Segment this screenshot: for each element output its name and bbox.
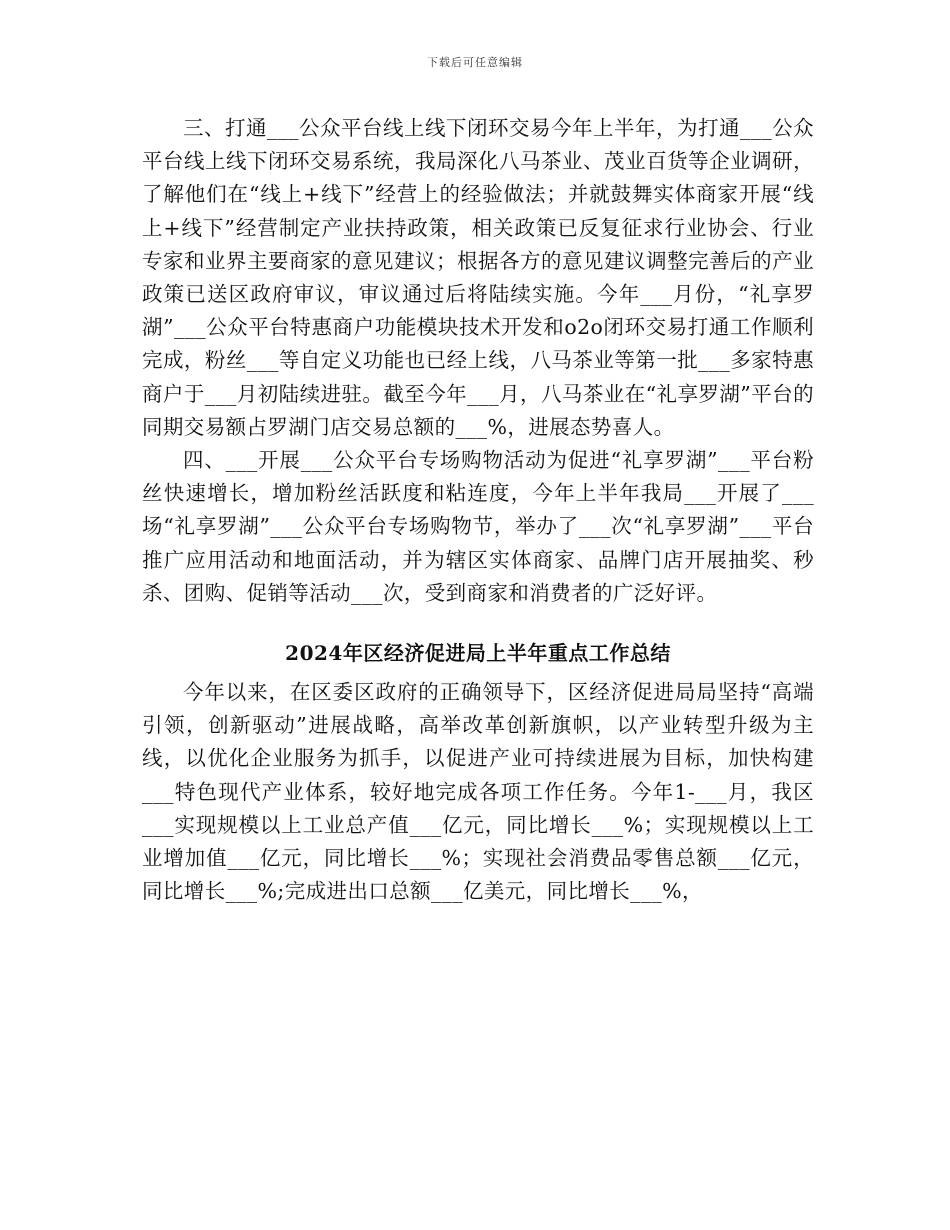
paragraph-section-three: 三、打通___公众平台线上线下闭环交易今年上半年，为打通___公众平台线上线下闭环交易系统，我局深化八马茶业、茂业百货等企业调研，了解他们在“线上+线下”经营上的经验做法；并就鼓舞实体商家开展“线上+线下”经营制定产业扶持政策，相关政策已反复征求行业协会、行业专家和业界主要商家的意见建议；根据各方的意见建议调整完善后的产业政策已送区政府审议，审议通过后将陆续实施。今年___月份，“礼享罗湖”___公众平台特惠商户功能模块技术开发和o2o闭环交易打通工作顺利完成，粉丝___等自定义功能也已经上线，八马茶业等第一批___多家特惠商户于___月初陆续进驻。截至今年___月，八马茶业在“礼享罗湖”平台的同期交易额占罗湖门店交易总额的___%，进展态势喜人。 — [142, 116, 814, 439]
document-title: 2024年区经济促进局上半年重点工作总结 — [285, 641, 671, 666]
paragraph-intro: 今年以来，在区委区政府的正确领导下，区经济促进局局坚持“高端引领，创新驱动”进展战略，高举改革创新旗帜，以产业转型升级为主线，以优化企业服务为抓手，以促进产业可持续进展为目标，加快构建___特色现代产业体系，较好地完成各项工作任务。今年1-___月，我区___实现规模以上工业总产值___亿元，同比增长___%；实现规模以上工业增加值___亿元，同比增长___%；实现社会消费品零售总额___亿元，同比增长___%;完成进出口总额___亿美元，同比增长___%， — [142, 680, 814, 904]
page-header-note: 下载后可任意编辑 — [427, 56, 523, 69]
document-body — [142, 112, 814, 908]
paragraph-section-four: 四、___开展___公众平台专场购物活动为促进“礼享罗湖”___平台粉丝快速增长，增加粉丝活跃度和粘连度，今年上半年我局___开展了___场“礼享罗湖”___公众平台专场购物节，举办了___次“礼享罗湖”___平台推广应用活动和地面活动，并为辖区实体商家、品牌门店开展抽奖、秒杀、团购、促销等活动___次，受到商家和消费者的广泛好评。 — [142, 448, 814, 605]
